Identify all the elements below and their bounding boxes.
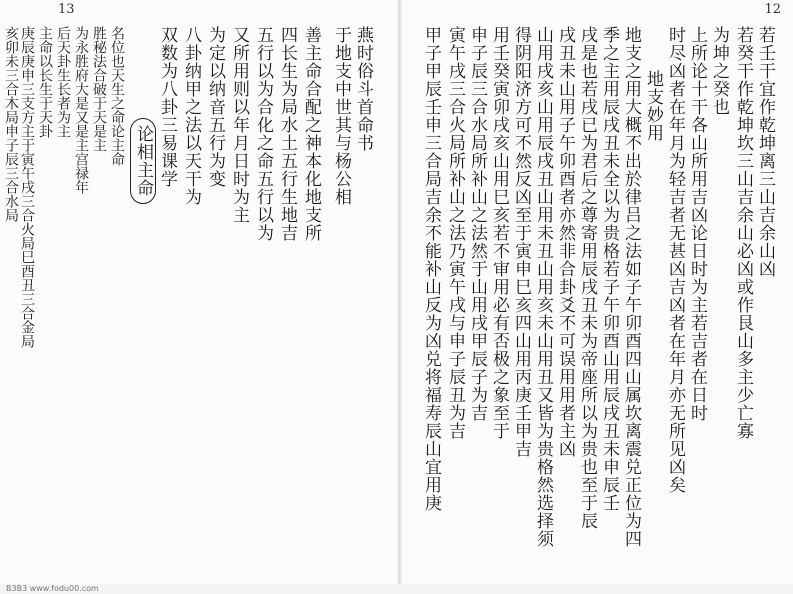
text-column: 为永胜府大是又是主宫禄年 xyxy=(73,26,89,194)
page-number-right: 12 xyxy=(764,2,781,17)
text-column: 季之主用辰戌丑未全以为贵格若子午卯酉山用辰戌丑未申辰壬 xyxy=(599,26,619,512)
footer-url: B3B3 www.fodu00.com xyxy=(6,584,99,593)
text-column: 寅午戌三合火局所补山之法乃寅午戌与申子辰丑为吉 xyxy=(445,26,465,440)
page-number-left: 13 xyxy=(58,2,75,17)
text-column: 庚辰庚申三支方主于寅午戌三合火局巳酉丑三合金局 xyxy=(19,26,35,348)
text-column: 申子辰三合水局所补山之法然于山用戌甲辰子为吉 xyxy=(467,26,487,422)
text-column: 名位也天生之命论主命 xyxy=(109,26,125,166)
text-column: 地支之用大概不出於律吕之法如子午卯酉四山属坎离震兑正位为四 xyxy=(621,26,641,548)
text-column: 山用戌亥山用辰戌丑山用未丑山用亥未山用丑又皆为贵格然选择须 xyxy=(533,26,553,548)
text-column: 得阴阳济方可不然反凶至于寅申巳亥四山用丙庚壬甲吉 xyxy=(511,26,531,458)
text-column: 双数为八卦三易课学 xyxy=(157,26,177,188)
right-page xyxy=(402,0,793,584)
text-column: 亥卯未三合木局申子辰三合水局 xyxy=(3,26,19,222)
text-column: 戌丑未山用子午卯酉者亦然非合卦爻不可误用用者主凶 xyxy=(555,26,575,458)
text-column: 用壬癸寅卯戌亥山用巳亥若不审用必有否极之象至于 xyxy=(489,26,509,440)
text-column: 四长生为局水土五行生地吉 xyxy=(277,26,297,242)
text-column: 胜秘法合破于天是主 xyxy=(91,26,107,152)
text-column: 善主命合配之神本化地支所 xyxy=(301,26,321,242)
section-heading: 地支妙用 xyxy=(643,70,663,142)
text-column: 若癸干作乾坤坎三山吉余山必凶或作艮山多主少亡寡 xyxy=(733,26,753,440)
text-column: 若壬干宜作乾坤离三山吉余山凶 xyxy=(755,26,775,278)
text-column: 燕时俗斗首命书 xyxy=(353,26,373,152)
text-column: 上所论十干各山所用吉凶论日时为主若吉者在日时 xyxy=(687,26,707,422)
text-column: 时尽凶者在年月为轻吉者无甚凶吉凶者在年月亦无所见凶矣 xyxy=(665,26,685,494)
text-column: 后天卦生长者为主 xyxy=(55,26,71,138)
text-column: 甲子甲辰壬申三合局吉余不能补山反为凶兑将福寿辰山宜用庚 xyxy=(421,26,441,512)
text-column: 为坤之癸也 xyxy=(709,26,729,116)
text-column: 又所用则以年月日时为主 xyxy=(229,26,249,224)
left-page xyxy=(0,0,401,584)
section-heading-boxed xyxy=(130,118,156,204)
text-column: 主命以长生于天卦 xyxy=(37,26,53,138)
text-column: 八卦纳甲之法以天干为 xyxy=(181,26,201,206)
text-column: 于地支中世其与杨公相 xyxy=(331,26,351,206)
section-heading: 论相主命 xyxy=(130,118,156,204)
text-column: 五行以为合化之命五行以为 xyxy=(253,26,273,242)
text-column: 戌是也若戌已为君后之尊寄用辰戌丑未为帝座所以为贵也至于辰 xyxy=(577,26,597,530)
text-column: 为定以纳音五行为变 xyxy=(205,26,225,188)
